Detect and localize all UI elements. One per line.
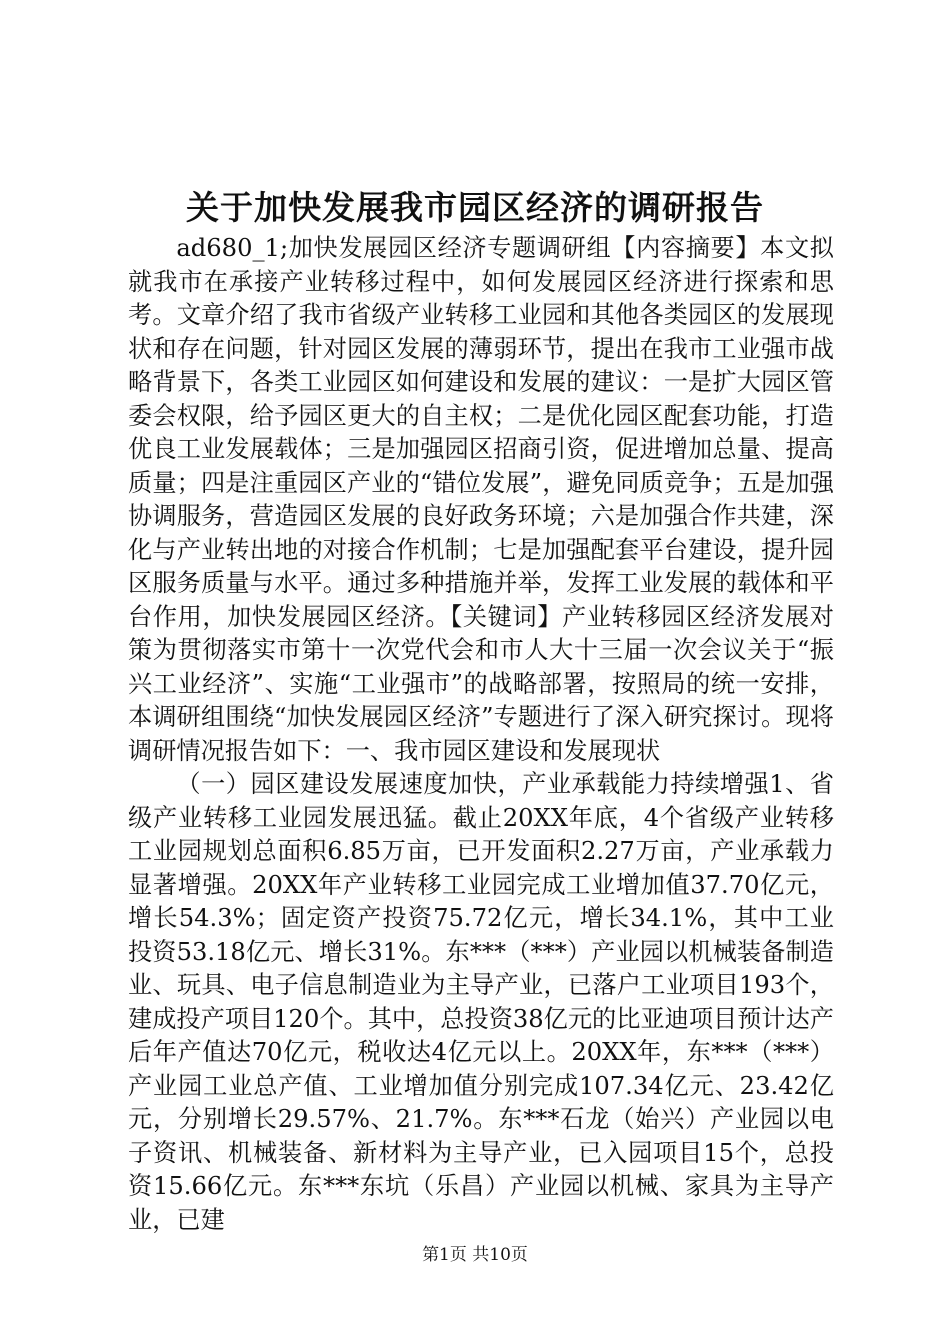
document-body [128, 232, 834, 1237]
paragraph-section-1: （一）园区建设发展速度加快，产业承载能力持续增强1、省级产业转移工业园发展迅猛。截止20XX年底，4个省级产业转移工业园规划总面积6.85万亩，已开发面积2.27万亩，产业承载力显著增强。20XX年产业转移工业园完成工业增加值37.70亿元，增长54.3%；固定资产投资75.72亿元，增长34.1%，其中工业投资53.18亿元、增长31%。东***（***）产业园以机械装备制造业、玩具、电子信息制造业为主导产业，已落户工业项目193个，建成投产项目120个。其中，总投资38亿元的比亚迪项目预计达产后年产值达70亿元，税收达4亿元以上。20XX年，东***（***）产业园工业总产值、工业增加值分别完成107.34亿元、23.42亿元，分别增长29.57%、21.7%。东***石龙（始兴）产业园以电子资讯、机械装备、新材料为主导产业，已入园项目15个，总投资15.66亿元。东***东坑（乐昌）产业园以机械、家具为主导产业，已建 [128, 770, 834, 1234]
page-number-footer: 第1页 共10页 [422, 1245, 528, 1265]
paragraph-abstract: ad680_1;加快发展园区经济专题调研组【内容摘要】本文拟就我市在承接产业转移过程中，如何发展园区经济进行探索和思考。文章介绍了我市省级产业转移工业园和其他各类园区的发展现状和存在问题，针对园区发展的薄弱环节，提出在我市工业强市战略背景下，各类工业园区如何建设和发展的建议：一是扩大园区管委会权限，给予园区更大的自主权；二是优化园区配套功能，打造优良工业发展载体；三是加强园区招商引资，促进增加总量、提高质量；四是注重园区产业的“错位发展”，避免同质竞争；五是加强协调服务，营造园区发展的良好政务环境；六是加强合作共建，深化与产业转出地的对接合作机制；七是加强配套平台建设，提升园区服务质量与水平。通过多种措施并举，发挥工业发展的载体和平台作用，加快发展园区经济。【关键词】产业转移园区经济发展对策为贯彻落实市第十一次党代会和市人大十三届一次会议关于“振兴工业经济”、实施“工业强市”的战略部署，按照局的统一安排，本调研组围绕“加快发展园区经济”专题进行了深入研究探讨。现将调研情况报告如下：一、我市园区建设和发展现状 [128, 234, 834, 765]
document-title: 关于加快发展我市园区经济的调研报告 [186, 188, 764, 227]
